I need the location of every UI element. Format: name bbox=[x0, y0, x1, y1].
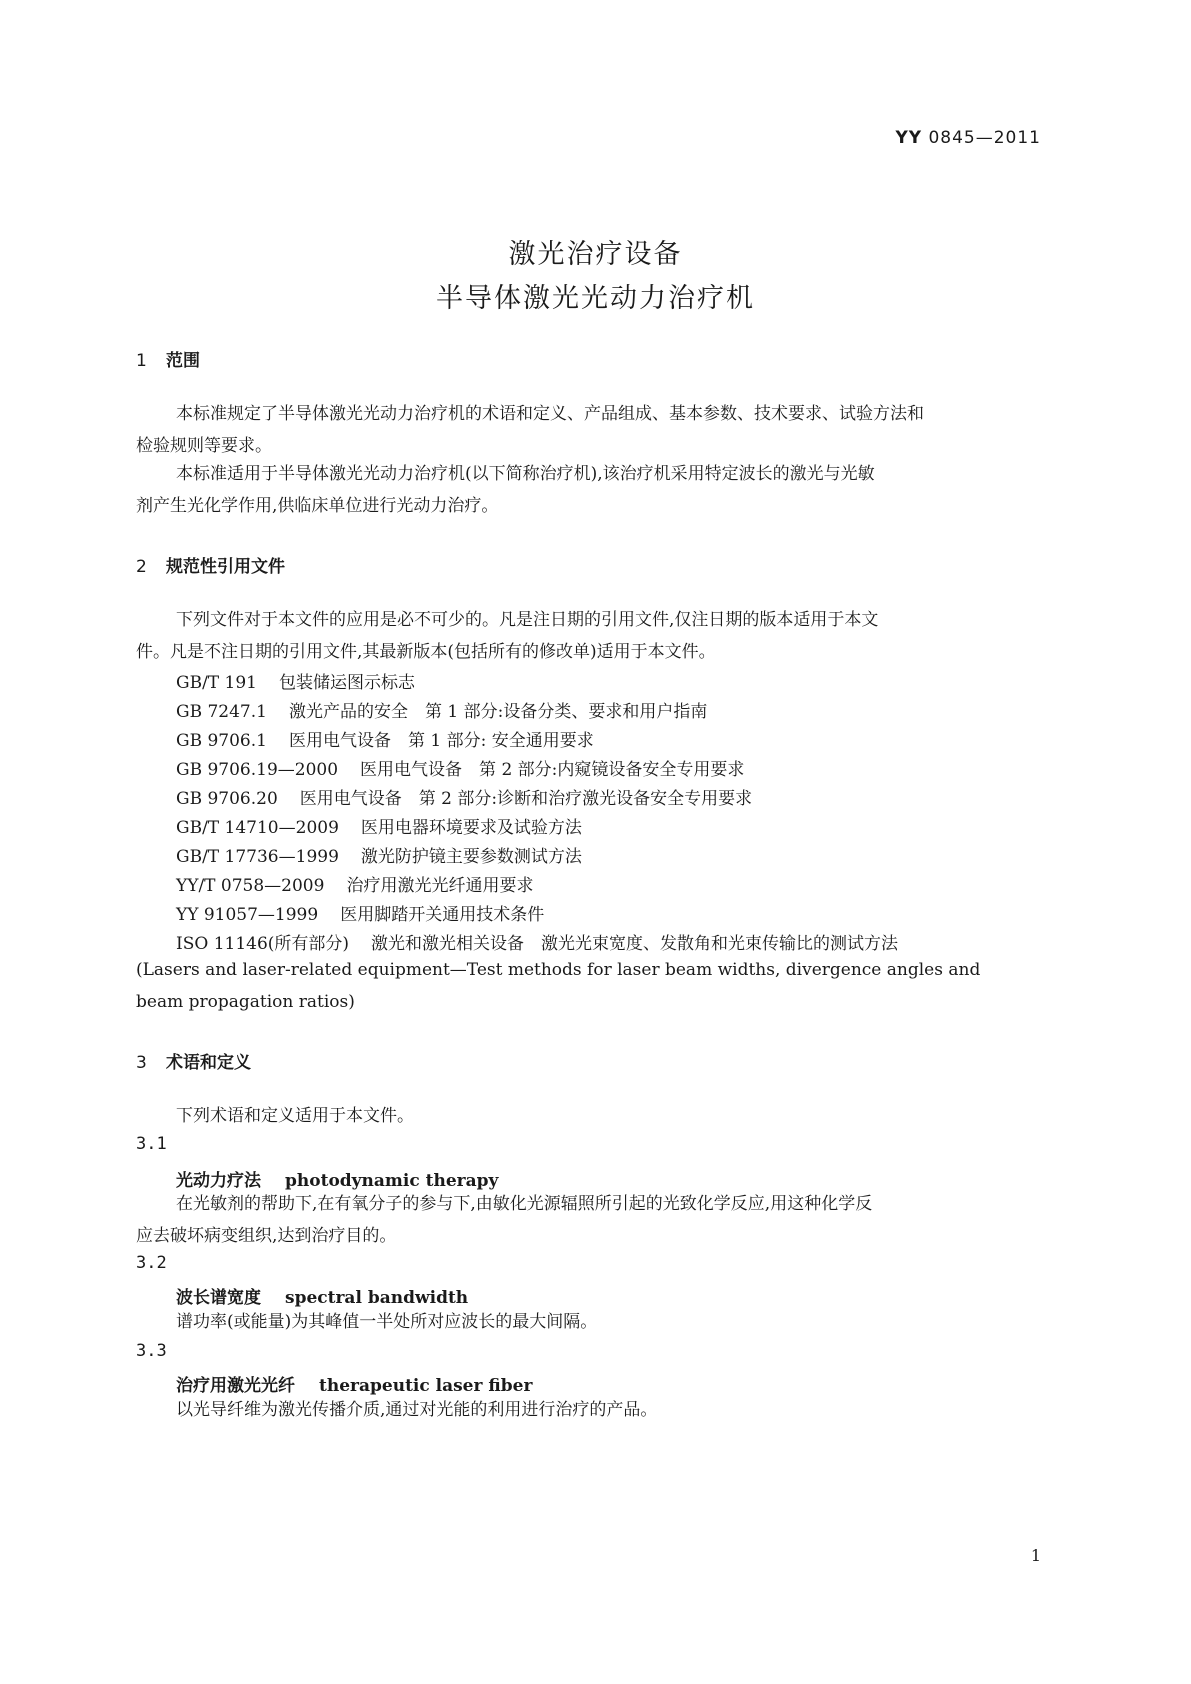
term-definition: 谱功率(或能量)为其峰值一半处所对应波长的最大间隔。 bbox=[176, 1312, 598, 1332]
reference-item: YY/T 0758—2009 治疗用激光光纤通用要求 bbox=[176, 876, 534, 896]
reference-item: GB/T 17736—1999 激光防护镜主要参数测试方法 bbox=[176, 847, 582, 867]
scope-paragraph-1: 本标准规定了半导体激光光动力治疗机的术语和定义、产品组成、基本参数、技术要求、试验方法和 检验规则等要求。 bbox=[136, 404, 924, 456]
reference-item: YY 91057—1999 医用脚踏开关通用技术条件 bbox=[176, 905, 545, 925]
reference-item: GB 9706.20 医用电气设备 第 2 部分:诊断和治疗激光设备安全专用要求 bbox=[176, 789, 753, 809]
section-heading-scope: 1 范围 bbox=[136, 351, 200, 371]
document-title-line1: 激光治疗设备 bbox=[508, 239, 683, 270]
term-number: 3.2 bbox=[136, 1253, 167, 1273]
section-heading-normative-references: 2 规范性引用文件 bbox=[136, 557, 285, 577]
terms-intro: 下列术语和定义适用于本文件。 bbox=[176, 1106, 414, 1126]
term-number: 3.1 bbox=[136, 1134, 167, 1154]
page-number: 1 bbox=[1030, 1546, 1041, 1565]
references-intro: 下列文件对于本文件的应用是必不可少的。凡是注日期的引用文件,仅注日期的版本适用于本文 件。凡是不注日期的引用文件,其最新版本(包括所有的修改单)适用于本文件。 bbox=[136, 610, 879, 662]
reference-item: GB 9706.1 医用电气设备 第 1 部分: 安全通用要求 bbox=[176, 731, 594, 751]
term-heading: 波长谱宽度 spectral bandwidth bbox=[176, 1288, 469, 1308]
reference-item: GB 7247.1 激光产品的安全 第 1 部分:设备分类、要求和用户指南 bbox=[176, 702, 708, 722]
standard-code: YY 0845—2011 bbox=[895, 128, 1041, 148]
reference-item: ISO 11146(所有部分) 激光和激光相关设备 激光光束宽度、发散角和光束传输比的测试方法 bbox=[176, 934, 899, 954]
reference-item: GB/T 14710—2009 医用电器环境要求及试验方法 bbox=[176, 818, 582, 838]
reference-item: GB/T 191 包装储运图示标志 bbox=[176, 673, 415, 693]
term-definition: 以光导纤维为激光传播介质,通过对光能的利用进行治疗的产品。 bbox=[176, 1400, 658, 1420]
scope-paragraph-2: 本标准适用于半导体激光光动力治疗机(以下简称治疗机),该治疗机采用特定波长的激光与光敏 剂产生光化学作用,供临床单位进行光动力治疗。 bbox=[136, 464, 875, 516]
reference-item: GB 9706.19—2000 医用电气设备 第 2 部分:内窥镜设备安全专用要求 bbox=[176, 760, 745, 780]
term-heading: 光动力疗法 photodynamic therapy bbox=[176, 1171, 499, 1191]
section-heading-terms: 3 术语和定义 bbox=[136, 1053, 251, 1073]
term-heading: 治疗用激光光纤 therapeutic laser fiber bbox=[176, 1376, 533, 1396]
term-definition: 在光敏剂的帮助下,在有氧分子的参与下,由敏化光源辐照所引起的光致化学反应,用这种化学反 应去破坏病变组织,达到治疗目的。 bbox=[136, 1194, 873, 1246]
term-number: 3.3 bbox=[136, 1341, 167, 1361]
iso-english-title: (Lasers and laser-related equipment—Test methods for laser beam widths, divergence angles and beam propagation ratios) bbox=[136, 960, 981, 1012]
document-title-line2: 半导体激光光动力治疗机 bbox=[436, 283, 755, 314]
